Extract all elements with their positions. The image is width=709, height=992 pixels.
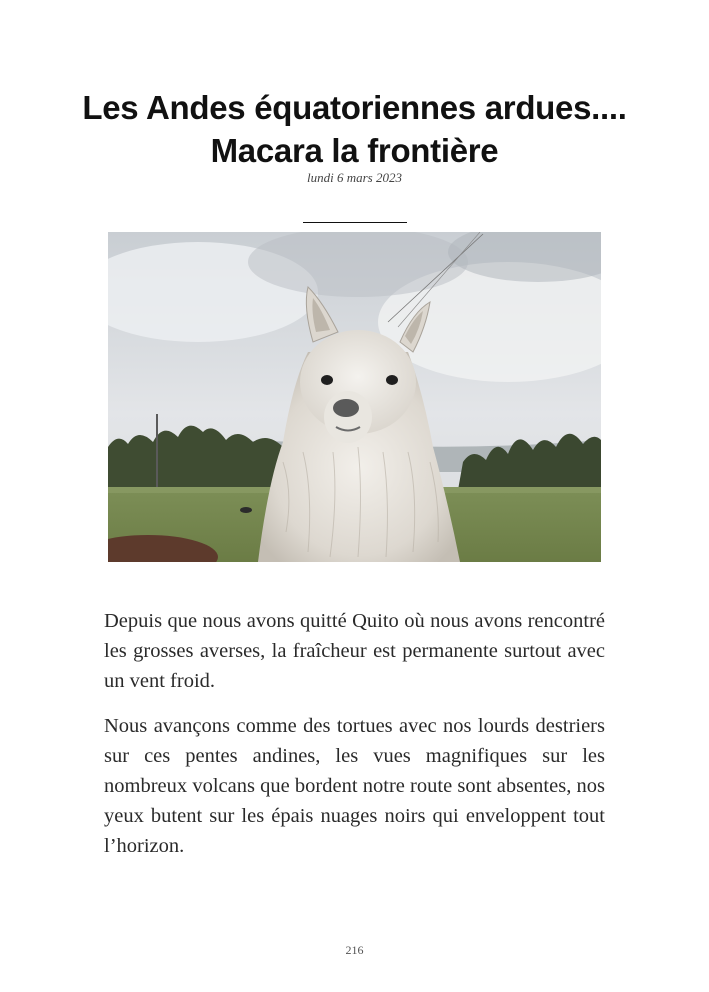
article-paragraph: Nous avançons comme des tortues avec nos lourds destriers sur ces pentes andines, les vues magnifiques sur les nombreux volcans que bordent notre route sont absentes, nos yeux butent sur les épais nuages noirs qui enveloppent tout l’horizon. [104, 715, 605, 857]
llama-photo [108, 232, 601, 562]
article-paragraph: Depuis que nous avons quitté Quito où nous avons rencontré les grosses averses, la fraîcheur est permanente surtout avec un vent froid. [104, 610, 605, 692]
article-title: Les Andes équatoriennes ardues.... Macara la frontière [82, 89, 627, 169]
title-divider [303, 222, 407, 223]
article-date: lundi 6 mars 2023 [307, 170, 402, 185]
page-number: 216 [345, 943, 364, 957]
